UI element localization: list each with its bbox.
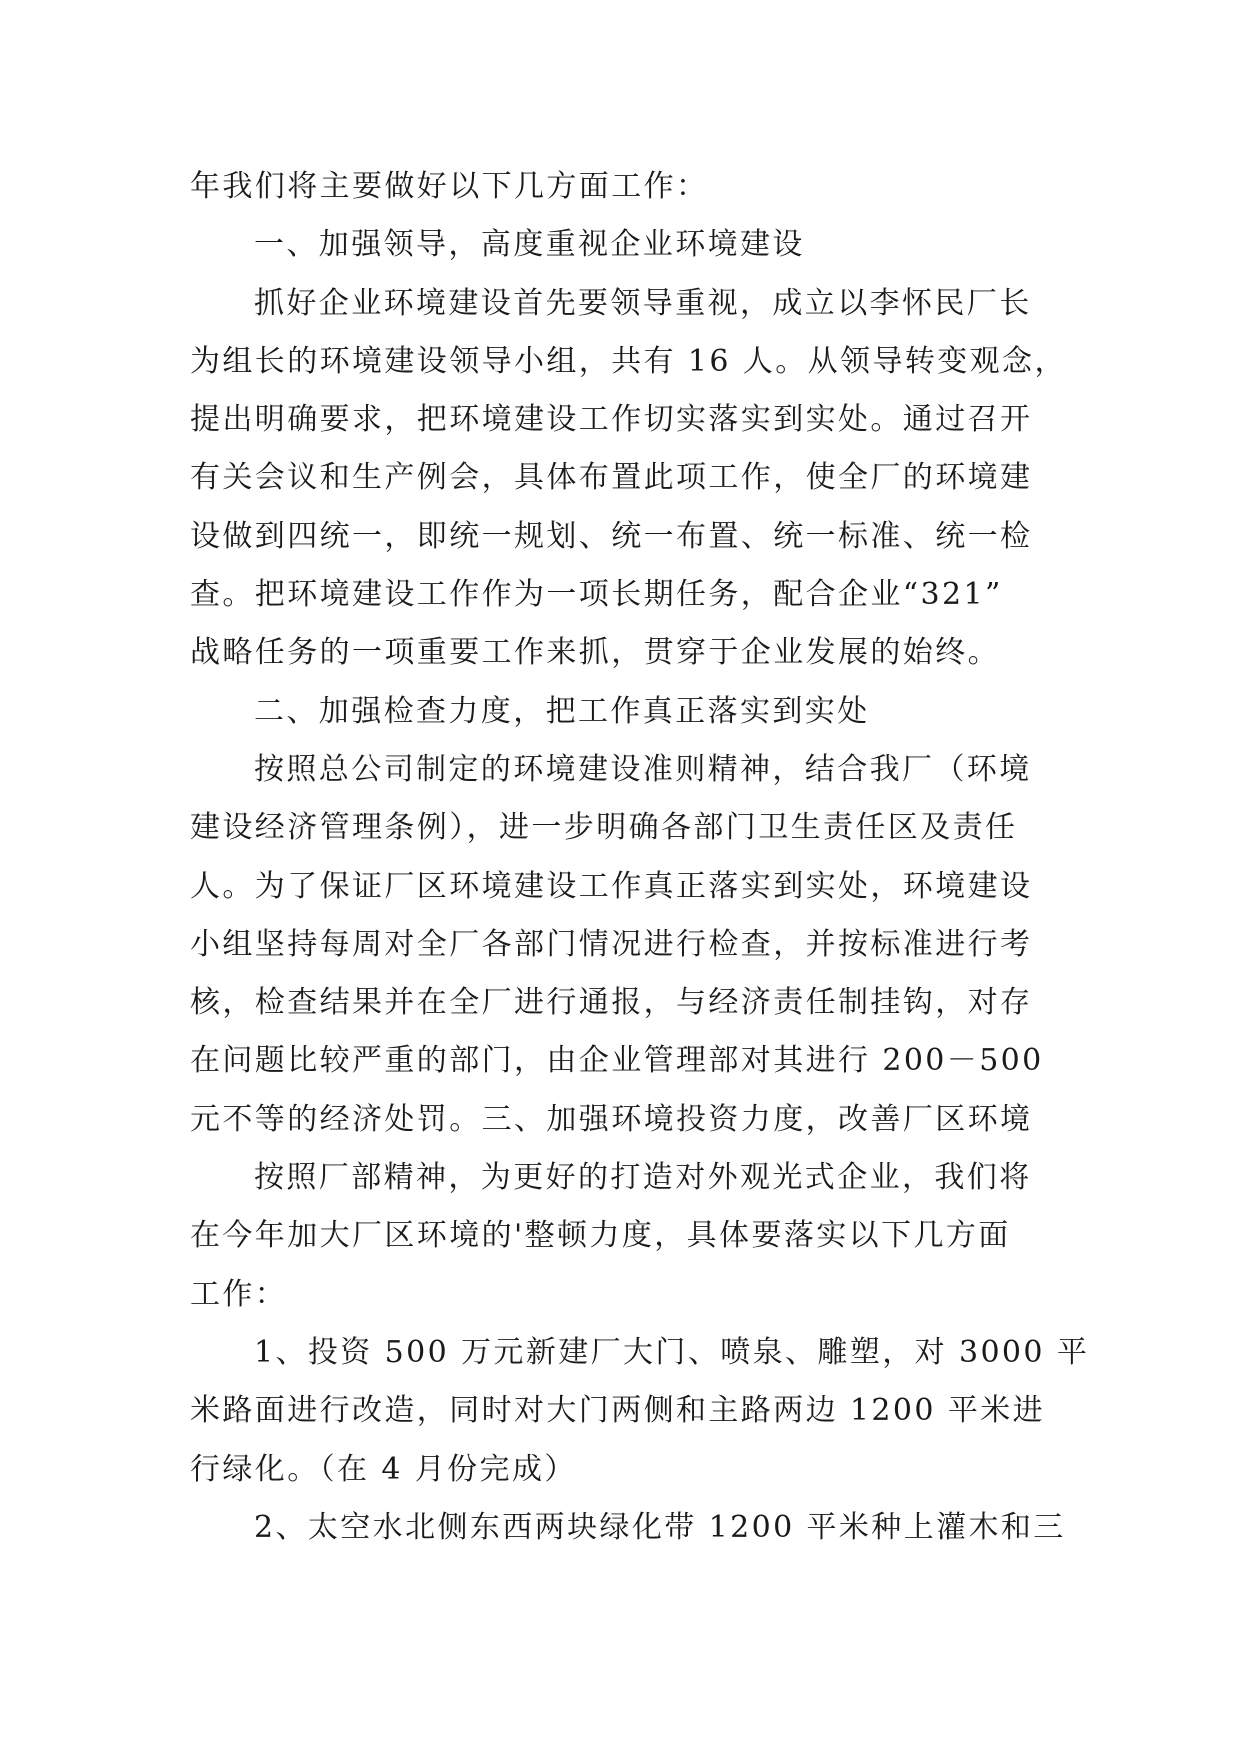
section-heading-2 <box>190 683 1050 741</box>
text-line: 在今年加大厂区环境的'整顿力度，具体要落实以下几方面 <box>190 1218 1011 1254</box>
text-line: 有关会议和生产例会，具体布置此项工作，使全厂的环境建 <box>190 460 1033 496</box>
text-line: 为组长的环境建设领导小组，共有 16 人。从领导转变观念， <box>190 343 1067 379</box>
section-heading-1 <box>190 216 1050 274</box>
body-paragraph-2 <box>190 741 1050 1149</box>
text-line: 核，检查结果并在全厂进行通报，与经济责任制挂钩，对存 <box>190 985 1033 1021</box>
document-body <box>190 158 1090 1557</box>
text-line: 设做到四统一，即统一规划、统一布置、统一标准、统一检 <box>190 518 1033 554</box>
text-line: 行绿化。（在 4 月份完成） <box>190 1451 577 1487</box>
text-line: 工作： <box>190 1276 288 1312</box>
list-item-1 <box>190 1324 1090 1499</box>
body-paragraph-3 <box>190 1149 1050 1324</box>
text-line: 提出明确要求，把环境建设工作切实落实到实处。通过召开 <box>190 402 1033 438</box>
text-line: 在问题比较严重的部门，由企业管理部对其进行 200－500 <box>190 1043 1044 1079</box>
text-line: 抓好企业环境建设首先要领导重视，成立以李怀民厂长 <box>254 285 1032 321</box>
body-paragraph-1 <box>190 275 1067 683</box>
intro-paragraph <box>190 158 1050 216</box>
text-line: 建设经济管理条例），进一步明确各部门卫生责任区及责任 <box>190 810 1018 846</box>
text-line: 二、加强检查力度，把工作真正落实到实处 <box>254 693 870 729</box>
text-line: 一、加强领导，高度重视企业环境建设 <box>254 227 805 263</box>
text-line: 年我们将主要做好以下几方面工作： <box>190 169 709 204</box>
text-line: 1、投资 500 万元新建厂大门、喷泉、雕塑，对 3000 平 <box>254 1334 1090 1370</box>
text-line: 小组坚持每周对全厂各部门情况进行检查，并按标准进行考 <box>190 926 1033 962</box>
list-item-2 <box>190 1499 1066 1557</box>
text-line: 2、太空水北侧东西两块绿化带 1200 平米种上灌木和三 <box>254 1509 1066 1545</box>
text-line: 战略任务的一项重要工作来抓，贯穿于企业发展的始终。 <box>190 635 1000 671</box>
text-line: 米路面进行改造，同时对大门两侧和主路两边 1200 平米进 <box>190 1393 1046 1429</box>
text-line: 按照厂部精神，为更好的打造对外观光式企业，我们将 <box>254 1160 1032 1196</box>
text-line: 查。把环境建设工作作为一项长期任务，配合企业“321” <box>190 577 1003 613</box>
text-line: 人。为了保证厂区环境建设工作真正落实到实处，环境建设 <box>190 868 1033 904</box>
text-line: 按照总公司制定的环境建设准则精神，结合我厂（环境 <box>254 751 1032 787</box>
text-line: 元不等的经济处罚。三、加强环境投资力度，改善厂区环境 <box>190 1101 1033 1137</box>
